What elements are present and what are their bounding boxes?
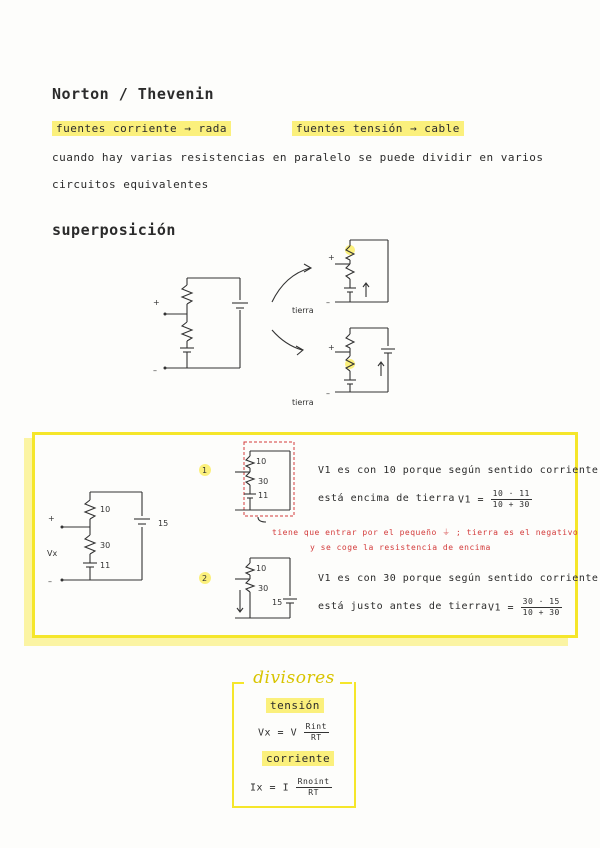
divisores-box-top-right [340,682,352,684]
note-current-text: fuentes corriente → rada [52,121,231,136]
tension-label: tensión [266,698,324,713]
heading-norton-thevenin: Norton / Thevenin [52,85,215,103]
step1-note-text-b: ; tierra es el negativo [455,528,579,537]
corriente-fraction [296,777,332,798]
step2-formula-lhs: V1 = [488,602,515,614]
step1-text-line2: está encima de tierra [318,493,455,504]
main-r1: 10 [100,505,111,514]
heading-superposicion: superposición [52,221,176,239]
minus-label-bottom-right: – [326,389,330,398]
step1-fraction [491,489,532,510]
tension-fraction [304,722,329,743]
divisores-title: divisores [253,668,335,688]
step2-text-line2: está justo antes de tierra [318,601,488,612]
step1-note-line2: y se coge la resistencia de encima [310,543,491,552]
main-vx: Vx [47,549,58,558]
main-r3: 11 [100,561,111,570]
step2-number: 2 [202,574,208,583]
divisores-box-top-left [232,682,244,684]
tension-formula-lhs: Vx = V [258,727,298,739]
step2-source: 15 [272,598,283,607]
minus-label-top-right: – [326,298,330,307]
step1-note-line1 [272,527,578,538]
corriente-formula [250,777,332,798]
step2-r1: 10 [256,564,267,573]
minus-label: – [153,366,157,375]
step2-formula [488,597,562,618]
corriente-label: corriente [262,751,334,766]
step1-formula-lhs: V1 = [458,494,485,506]
paragraph-line-2: circuitos equivalentes [52,178,209,191]
ground-label-1: tierra [292,306,314,315]
tension-fraction-den: RT [310,733,322,742]
step1-r3: 11 [258,491,269,500]
tension-formula [258,722,329,743]
step1-fraction-num: 10 · 11 [492,489,530,498]
step1-r1: 10 [256,457,267,466]
ground-label-2: tierra [292,398,314,407]
main-r2: 30 [100,541,111,550]
plus-label: + [153,298,160,307]
step1-note-text: tiene que entrar por el pequeño [272,528,437,537]
main-plus: + [48,514,55,523]
corriente-label-wrap [262,752,334,765]
main-minus: – [48,577,52,586]
corriente-fraction-num: Rnoint [297,777,330,786]
step2-text-line1: V1 es con 30 porque según sentido corriente [318,573,599,584]
plus-label-top-right: + [328,253,335,262]
paragraph-line-1: cuando hay varias resistencias en paralelo se puede dividir en varios [52,151,544,164]
corriente-fraction-den: RT [308,788,319,797]
step1-number: 1 [202,466,208,475]
ground-symbol-icon: ⏚ [442,528,451,537]
step1-formula [458,489,532,510]
step2-fraction-num: 30 · 15 [522,597,560,606]
tension-fraction-num: Rint [305,722,327,731]
step2-fraction [521,597,562,618]
step1-r2: 30 [258,477,269,486]
tension-label-wrap [266,699,324,712]
step2-fraction-den: 10 + 30 [522,608,560,617]
corriente-formula-lhs: Ix = I [250,782,290,794]
step2-r2: 30 [258,584,269,593]
main-source: 15 [158,519,169,528]
step1-text-line1: V1 es con 10 porque según sentido corriente [318,465,599,476]
step1-fraction-den: 10 + 30 [492,500,530,509]
note-voltage-text: fuentes tensión → cable [292,121,464,136]
plus-label-bottom-right: + [328,343,335,352]
